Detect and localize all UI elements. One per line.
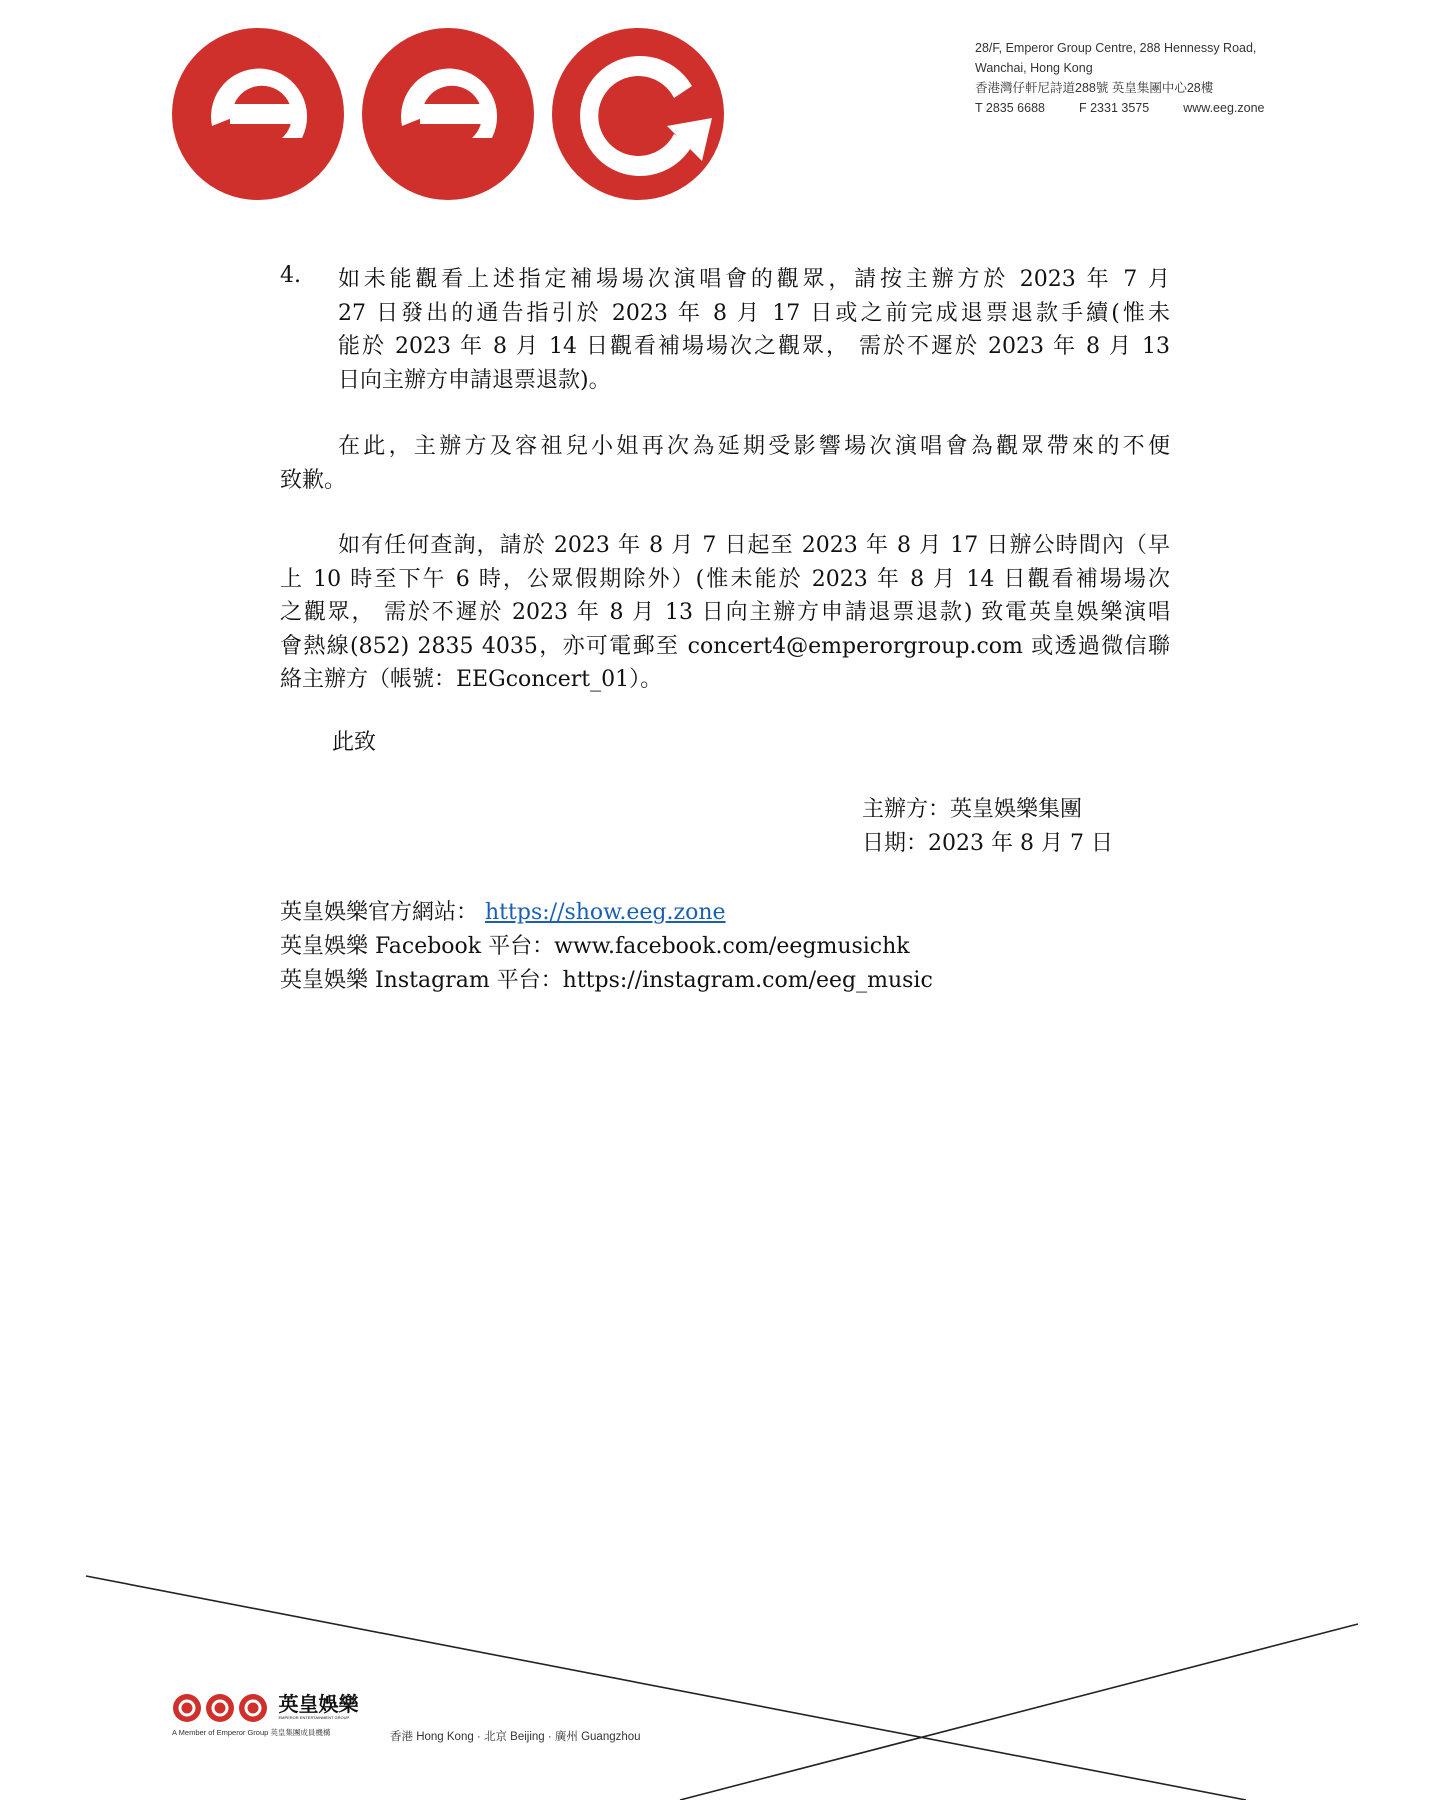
paragraph-line: 之觀眾， 需於不遲於 2023 年 8 月 13 日向主辦方申請退票退款) 致電英皇娛樂演唱: [280, 600, 1170, 625]
website: www.eeg.zone: [1183, 101, 1265, 115]
item-4-line: 27 日發出的通告指引於 2023 年 8 月 17 日或之前完成退票退款手續(惟未: [338, 300, 1170, 326]
footer-brand-en: EMPEROR ENTERTAINMENT GROUP: [278, 1715, 350, 1720]
item-number: 4.: [280, 263, 301, 288]
website-link[interactable]: https://show.eeg.zone: [485, 900, 726, 925]
website-label: 英皇娛樂官方網站：: [280, 900, 479, 925]
fax: F 2331 3575: [1078, 101, 1150, 115]
paragraph-line: 如有任何查詢，請於 2023 年 8 月 7 日起至 2023 年 8 月 17 日辦公時間內（早: [338, 533, 1170, 558]
item-4-line: 能於 2023 年 8 月 14 日觀看補場場次之觀眾， 需於不遲於 2023 年 8 月 13: [338, 334, 1170, 359]
paragraph-line: 在此，主辦方及容祖兒小姐再次為延期受影響場次演唱會為觀眾帶來的不便: [338, 434, 1170, 459]
instagram-line: 英皇娛樂 Instagram 平台：https://instagram.com/eeg_music: [280, 968, 933, 993]
telephone: T 2835 6688: [975, 101, 1045, 115]
footer-logo: [172, 1692, 358, 1738]
footer-brand-zh: 英皇娛樂: [278, 1694, 359, 1716]
address-zh: 香港灣仔軒尼詩道288號 英皇集團中心28樓: [975, 81, 1214, 95]
item-4-line: 如未能觀看上述指定補場場次演唱會的觀眾，請按主辦方於 2023 年 7 月: [338, 267, 1170, 292]
diagonal-line: [680, 1624, 1358, 1800]
paragraph-line: 致歉。: [280, 467, 347, 493]
paragraph-line: 會熱線(852) 2835 4035，亦可電郵至 concert4@emperorgroup.com 或透過微信聯: [280, 633, 1170, 659]
address-en-2: Wanchai, Hong Kong: [975, 61, 1093, 75]
item-4-line: 日向主辦方申請退票退款)。: [338, 367, 611, 393]
organizer: 主辦方：英皇娛樂集團: [862, 797, 1083, 822]
facebook-line: 英皇娛樂 Facebook 平台：www.facebook.com/eegmusichk: [280, 934, 910, 959]
footer-member: A Member of Emperor Group 英皇集團成員機構: [172, 1728, 331, 1737]
date: 日期：2023 年 8 月 7 日: [862, 831, 1113, 856]
footer-cities: 香港 Hong Kong · 北京 Beijing · 廣州 Guangzhou: [390, 1731, 641, 1743]
footer-eeg-logo-icon: [172, 1692, 272, 1724]
address-en-1: 28/F, Emperor Group Centre, 288 Hennessy Road,: [975, 41, 1257, 55]
diagonal-line: [86, 1576, 1246, 1800]
paragraph-line: 上 10 時至下午 6 時，公眾假期除外）(惟未能於 2023 年 8 月 14 日觀看補場場次: [280, 566, 1170, 592]
paragraph-line: 絡主辦方（帳號：EEGconcert_01）。: [280, 667, 663, 692]
closing: 此致: [332, 730, 377, 755]
